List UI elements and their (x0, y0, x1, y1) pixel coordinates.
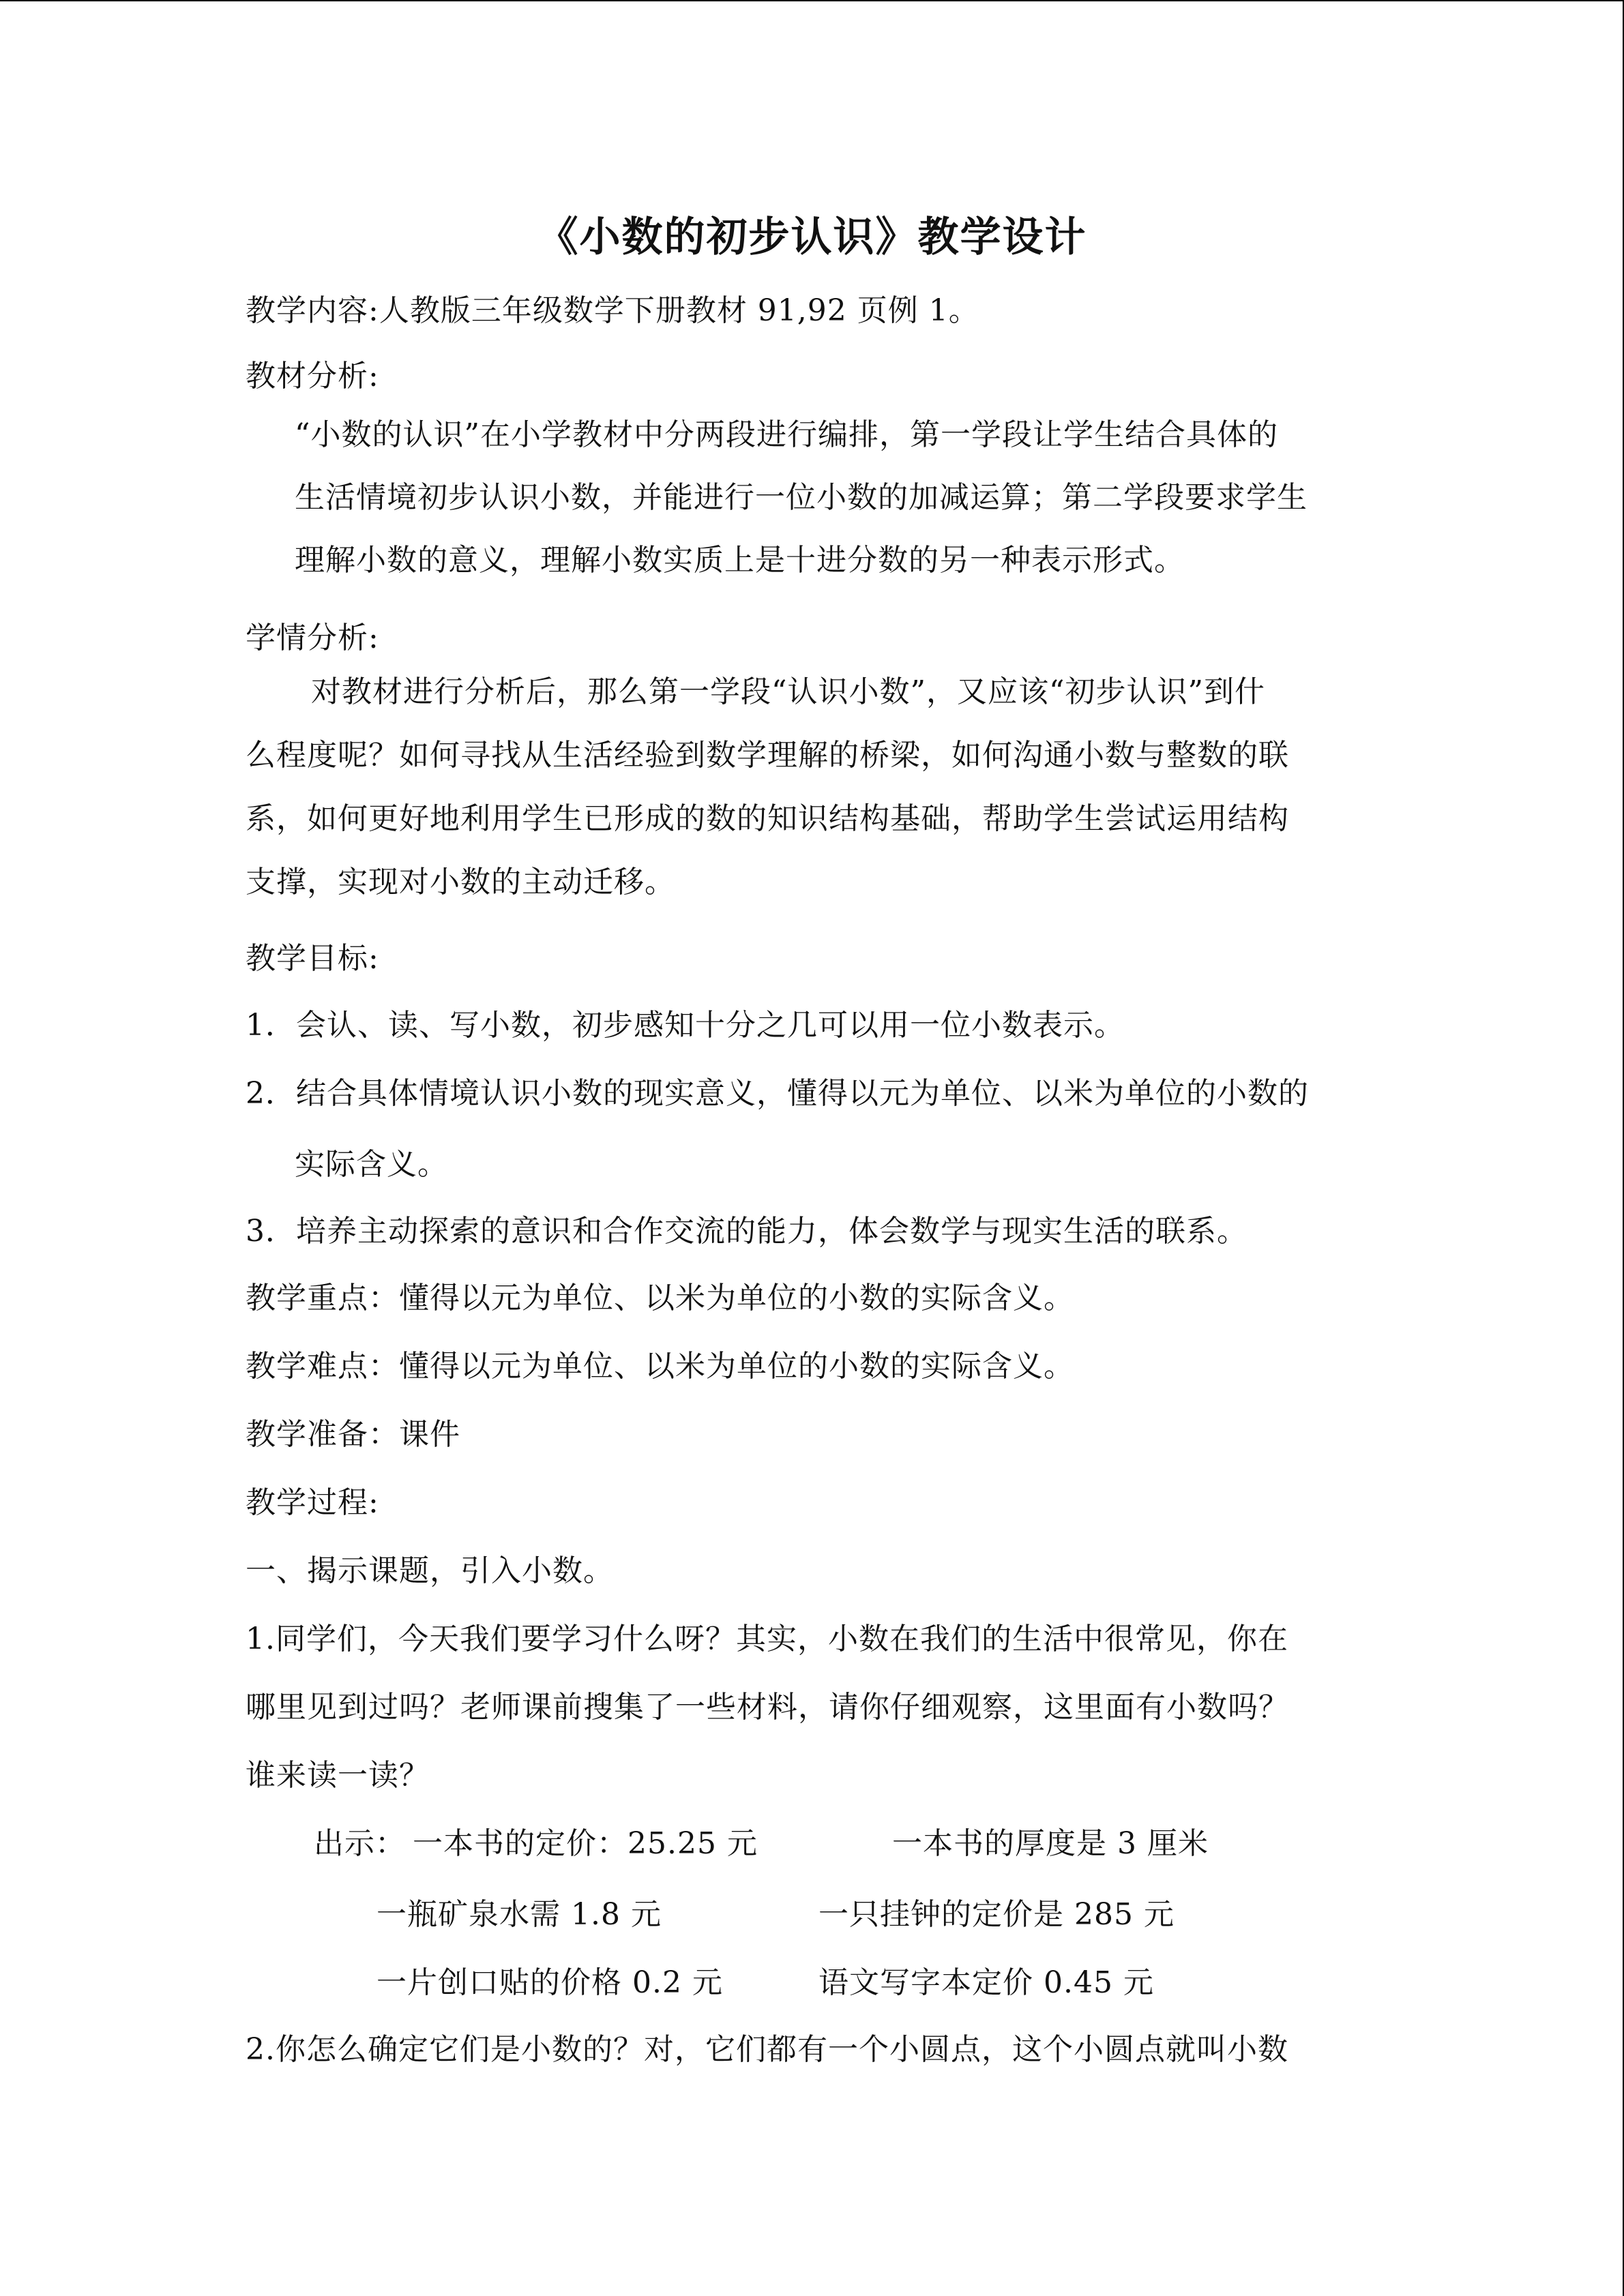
section-1-heading: 一、揭示课题，引入小数。 (246, 1553, 614, 1588)
process-heading: 教学过程: (246, 1485, 379, 1520)
material-analysis-line-2: 生活情境初步认识小数，并能进行一位小数的加减运算；第二学段要求学生 (295, 480, 1308, 515)
display-item-notebook-price: 语文写字本定价 0.45 元 (818, 1965, 1154, 2000)
para-2-line-1: 2.你怎么确定它们是小数的？对，它们都有一个小圆点，这个小圆点就叫小数 (246, 2032, 1288, 2067)
objectives-heading: 教学目标: (246, 941, 379, 976)
para-1-line-3: 谁来读一读？ (246, 1758, 430, 1793)
display-item-water-price: 一瓶矿泉水需 1.8 元 (377, 1897, 662, 1932)
objective-1: 1．会认、读、写小数，初步感知十分之几可以用一位小数表示。 (246, 1008, 1125, 1043)
para-1-line-1: 1.同学们，今天我们要学习什么呀？其实，小数在我们的生活中很常见，你在 (246, 1622, 1288, 1656)
display-item-book-thickness: 一本书的厚度是 3 厘米 (892, 1826, 1209, 1861)
teaching-content: 教学内容:人教版三年级数学下册教材 91,92 页例 1。 (246, 293, 979, 328)
student-analysis-line-2: 么程度呢？如何寻找从生活经验到数学理解的桥梁，如何沟通小数与整数的联 (246, 738, 1289, 773)
difficult-point: 教学难点：懂得以元为单位、以米为单位的小数的实际含义。 (246, 1349, 1074, 1384)
display-item-clock-price: 一只挂钟的定价是 285 元 (818, 1897, 1175, 1932)
student-analysis-line-3: 系，如何更好地利用学生已形成的数的知识结构基础，帮助学生尝试运用结构 (246, 801, 1289, 836)
preparation: 教学准备：课件 (246, 1417, 460, 1452)
student-analysis-line-4: 支撑，实现对小数的主动迁移。 (246, 865, 675, 899)
objective-3: 3．培养主动探索的意识和合作交流的能力，体会数学与现实生活的联系。 (246, 1214, 1247, 1249)
document-title: 《小数的初步认识》教学设计 (537, 213, 1087, 261)
objective-2-continued: 实际含义。 (295, 1147, 448, 1182)
objective-2: 2．结合具体情境认识小数的现实意义，懂得以元为单位、以米为单位的小数的 (246, 1076, 1309, 1111)
student-analysis-heading: 学情分析: (246, 621, 379, 655)
material-analysis-heading: 教材分析: (246, 359, 379, 393)
display-label: 出示： (314, 1826, 406, 1861)
material-analysis-line-1: “小数的认识”在小学教材中分两段进行编排，第一学段让学生结合具体的 (295, 417, 1278, 452)
para-1-line-2: 哪里见到过吗？老师课前搜集了一些材料，请你仔细观察，这里面有小数吗？ (246, 1690, 1289, 1725)
display-item-book-price: 一本书的定价：25.25 元 (413, 1826, 758, 1861)
student-analysis-line-1: 对教材进行分析后，那么第一学段“认识小数”，又应该“初步认识”到什 (311, 674, 1265, 709)
key-point: 教学重点：懂得以元为单位、以米为单位的小数的实际含义。 (246, 1281, 1074, 1315)
material-analysis-line-3: 理解小数的意义，理解小数实质上是十进分数的另一种表示形式。 (295, 543, 1185, 578)
display-item-bandage-price: 一片创口贴的价格 0.2 元 (377, 1965, 723, 2000)
